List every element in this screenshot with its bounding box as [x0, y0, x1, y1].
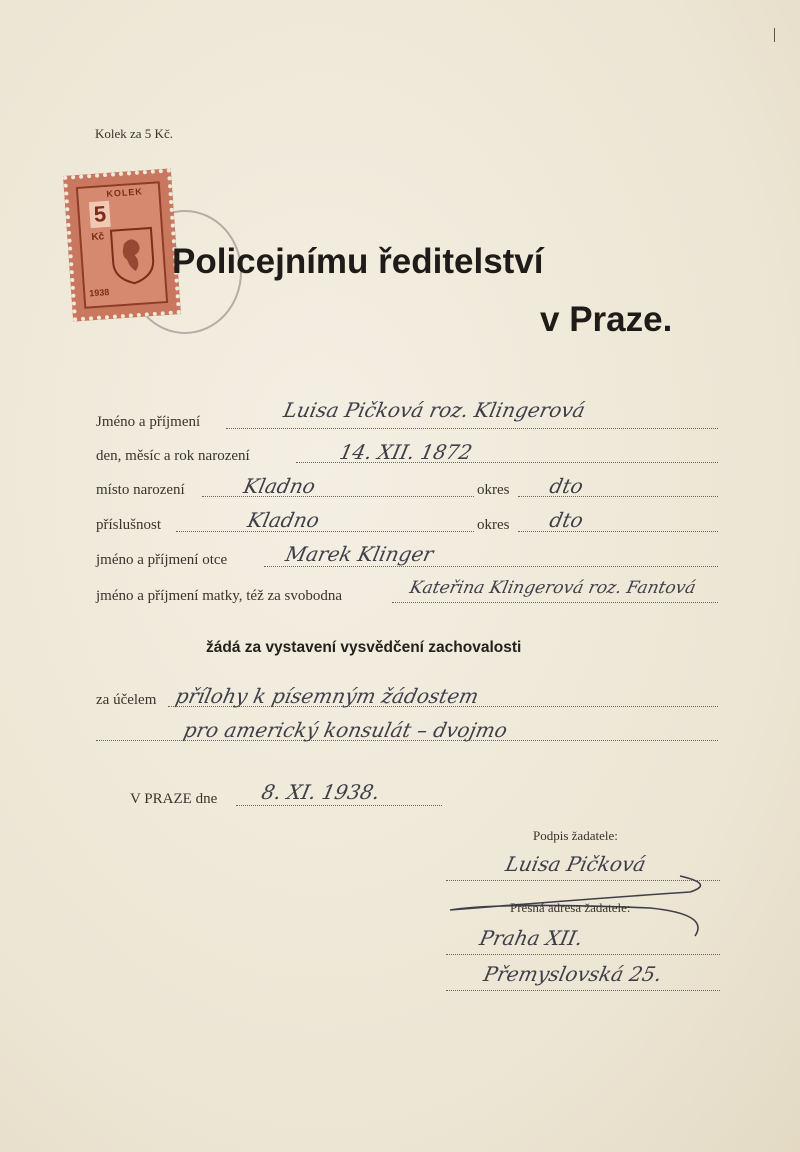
- purpose-label: za účelem: [96, 692, 157, 708]
- stamp-year: 1938: [88, 287, 110, 299]
- birthplace-district-label: okres: [477, 482, 510, 498]
- father-line: [264, 566, 718, 567]
- page-title-line2: v Praze.: [540, 300, 673, 339]
- margin-mark: [774, 28, 775, 42]
- address-value-2: Přemyslovská 25.: [481, 962, 665, 986]
- date-label: V PRAZE dne: [130, 791, 218, 807]
- father-label: jméno a příjmení otce: [96, 552, 228, 568]
- name-label: Jméno a příjmení: [96, 414, 201, 430]
- birthplace-label: místo narození: [96, 482, 185, 498]
- father-value: Marek Klinger: [283, 542, 436, 566]
- request-heading: žádá za vystavení vysvědčení zachovalosti: [206, 639, 522, 656]
- lion-emblem-icon: [103, 223, 163, 287]
- mother-line: [392, 602, 718, 603]
- address-value-1: Praha XII.: [477, 926, 586, 950]
- date-value: 8. XI. 1938.: [259, 780, 383, 804]
- citizenship-district-label: okres: [477, 517, 510, 533]
- citizenship-line: [176, 531, 474, 532]
- address-line-1: [446, 954, 720, 955]
- date-line: [236, 805, 442, 806]
- purpose-value-2: pro americký konsulát – dvojmo: [181, 718, 510, 742]
- page-title: Policejnímu ředitelství: [172, 242, 544, 281]
- stamp-currency: Kč: [91, 231, 105, 244]
- birthplace-value: Kladno: [241, 474, 318, 498]
- stamp-frame: [76, 181, 168, 309]
- birthdate-label: den, měsíc a rok narození: [96, 448, 250, 464]
- citizenship-district-value: dto: [547, 508, 586, 532]
- stamp-value: 5: [89, 201, 111, 228]
- name-value: Luisa Pičková roz. Klingerová: [281, 398, 588, 422]
- birthdate-value: 14. XII. 1872: [337, 440, 475, 464]
- signature-label: Podpis žadatele:: [533, 828, 618, 843]
- mother-value: Kateřina Klingerová roz. Fantová: [407, 578, 698, 598]
- stamp-top-text: KOLEK: [106, 186, 144, 199]
- birthplace-district-value: dto: [547, 474, 586, 498]
- signature-value: Luisa Pičková: [503, 852, 649, 876]
- address-label: Přesná adresa žadatele:: [510, 900, 631, 915]
- name-line: [226, 428, 718, 429]
- citizenship-value: Kladno: [245, 508, 322, 532]
- revenue-stamp: [63, 168, 181, 321]
- stamp-note: Kolek za 5 Kč.: [95, 126, 173, 141]
- citizenship-label: příslušnost: [96, 517, 162, 533]
- mother-label: jméno a příjmení matky, též za svobodna: [96, 588, 343, 604]
- address-line-2: [446, 990, 720, 991]
- purpose-value-1: přílohy k písemným žádostem: [173, 684, 481, 708]
